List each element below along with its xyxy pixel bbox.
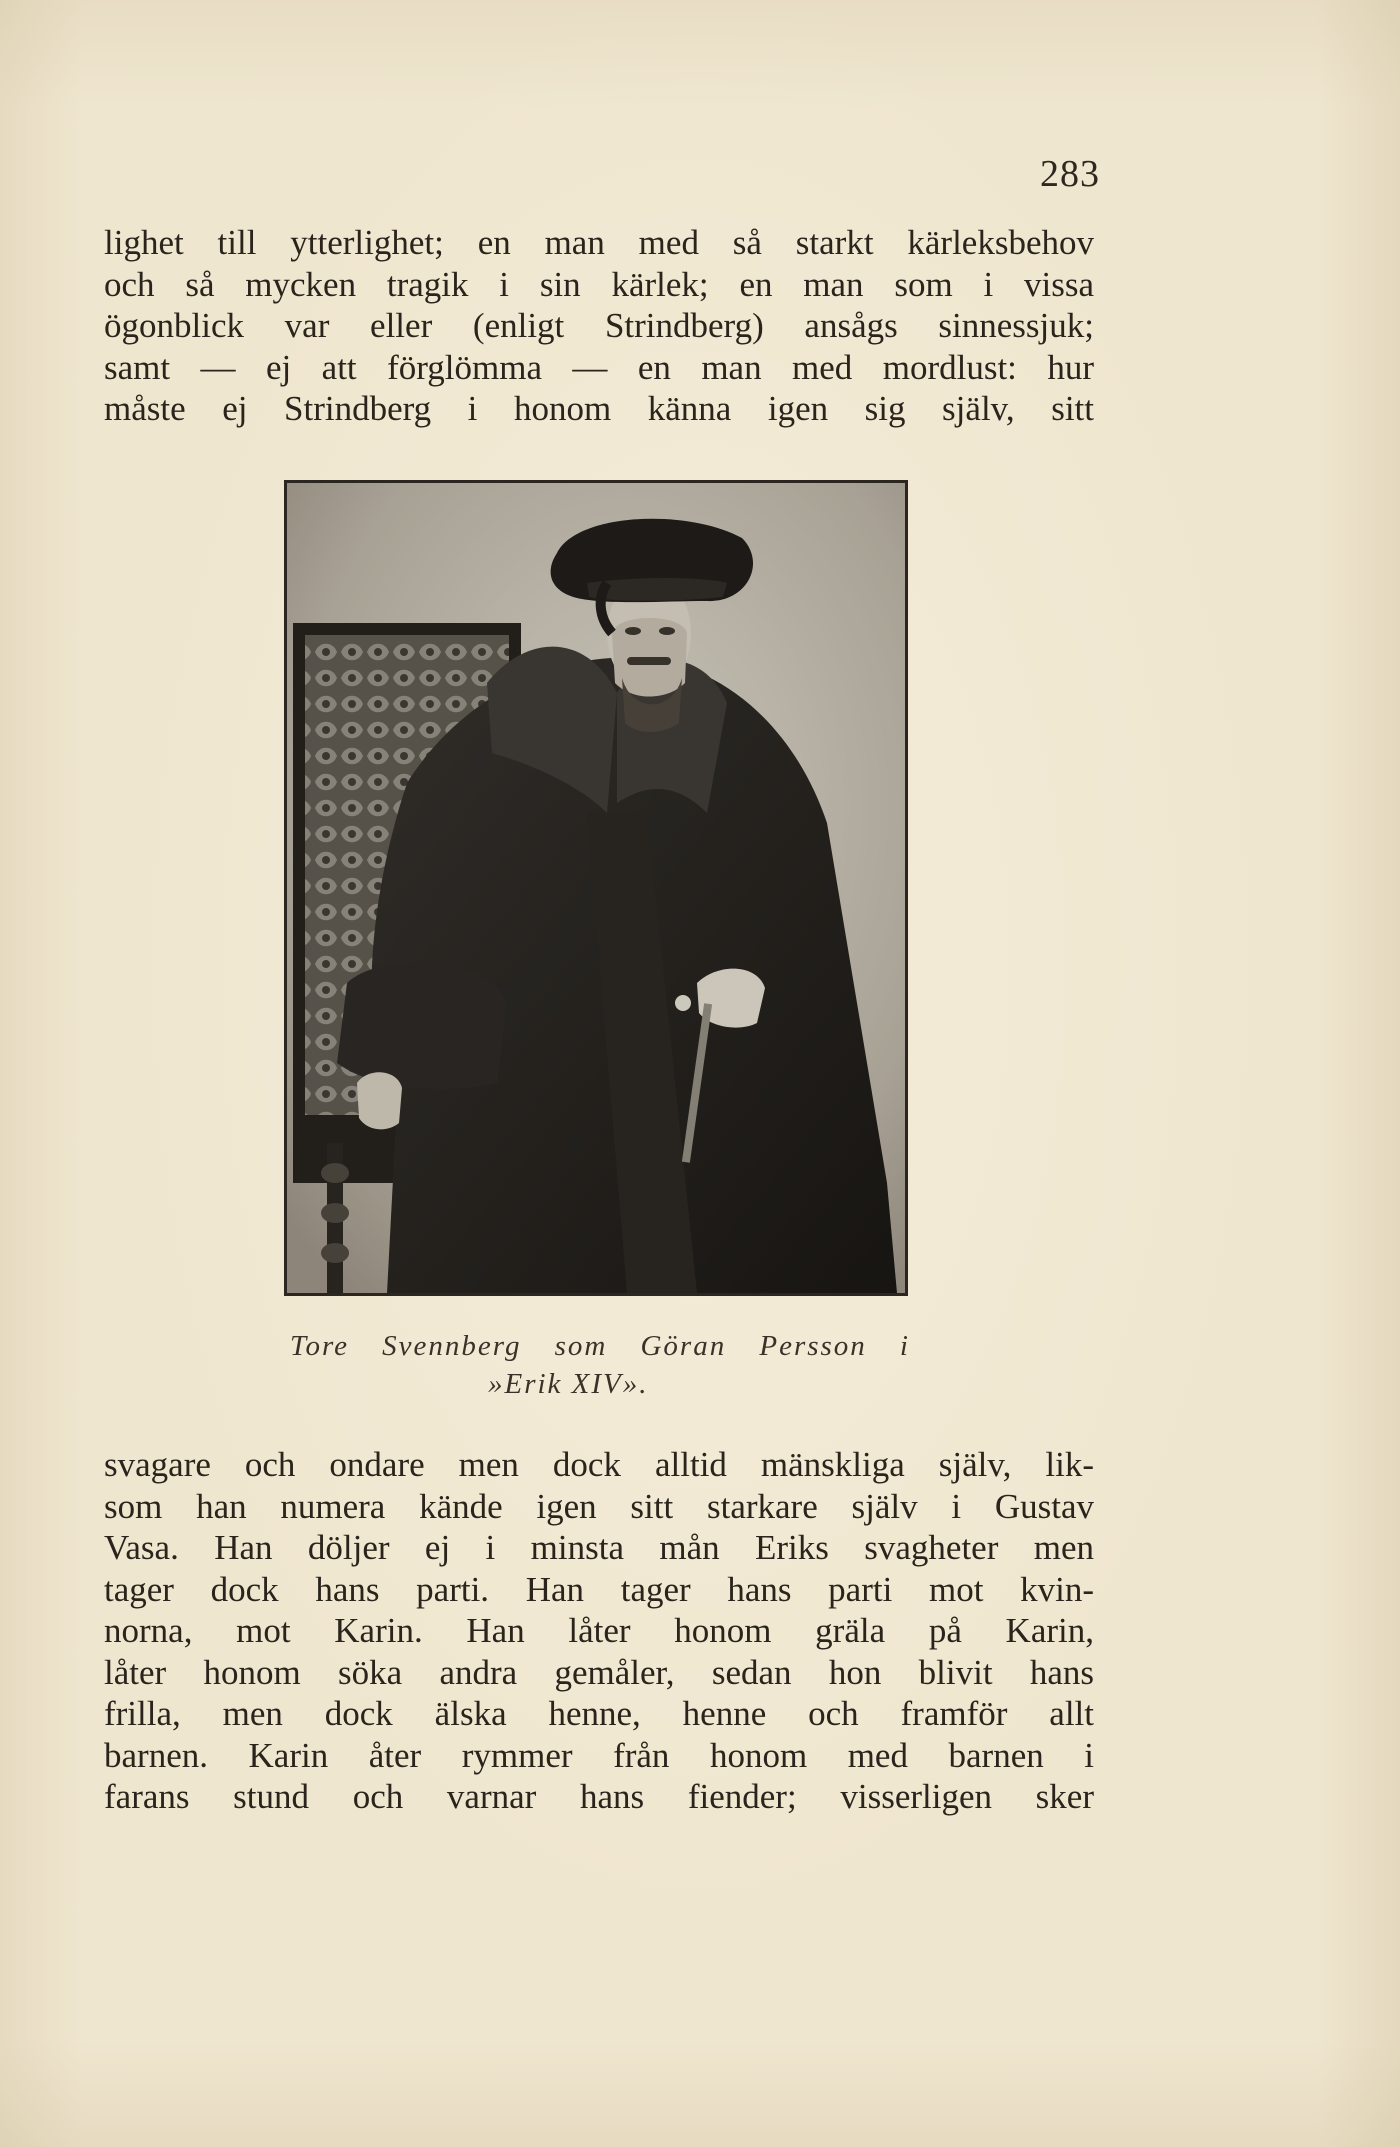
text-line: farans stund och varnar hans fiender; visserligen sker [104,1777,1094,1816]
text-line: ögonblick var eller (enligt Strindberg) ansågs sinnessjuk; [104,306,1094,345]
text-line: frilla, men dock älska henne, henne och framför allt [104,1694,1094,1733]
text-line: svagare och ondare men dock alltid mänskliga själv, lik- [104,1445,1094,1484]
body-text-bottom [104,1444,1094,1818]
text-line: samt — ej att förglömma — en man med mordlust: hur [104,347,1094,387]
text-line: tager dock hans parti. Han tager hans parti mot kvin- [104,1569,1094,1609]
text-line: norna, mot Karin. Han låter honom gräla på Karin, [104,1611,1094,1650]
text-line: som han numera kände igen sitt starkare själv i Gustav [104,1486,1094,1526]
text-line: Vasa. Han döljer ej i minsta mån Eriks svagheter men [104,1528,1094,1567]
text-line: barnen. Karin åter rymmer från honom med barnen i [104,1735,1094,1775]
portrait-photograph [284,480,908,1296]
text-line: måste ej Strindberg i honom känna igen sig själv, sitt [104,389,1094,428]
body-text-top [104,222,1094,430]
figure-caption: Tore Svennberg som Göran Persson i [290,1330,910,1362]
figure-caption-continued: »Erik XIV». [488,1368,649,1400]
text-line: och så mycken tragik i sin kärlek; en man som i vissa [104,264,1094,304]
text-line: lighet till ytterlighet; en man med så starkt kärleksbehov [104,223,1094,262]
text-line: låter honom söka andra gemåler, sedan hon blivit hans [104,1652,1094,1692]
page-number: 283 [1040,153,1100,195]
